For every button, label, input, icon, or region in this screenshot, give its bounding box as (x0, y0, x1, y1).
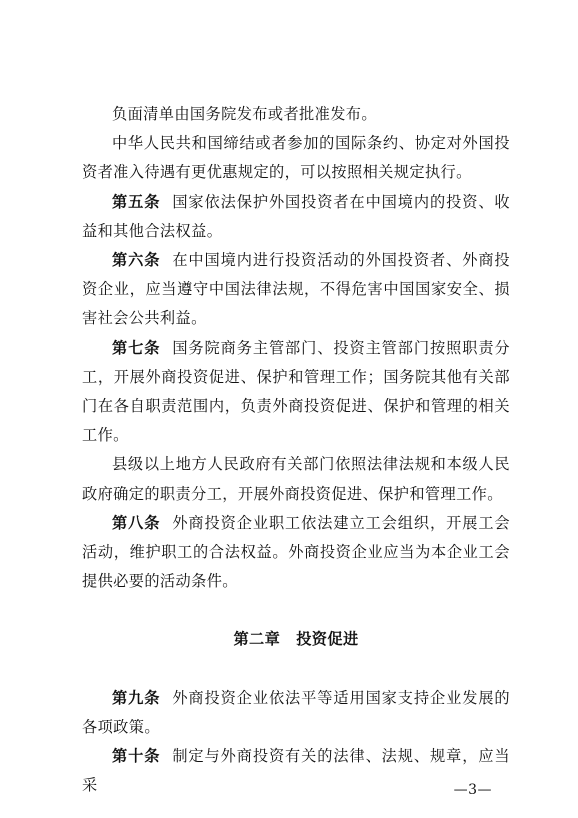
section-before-chapter (82, 100, 510, 596)
article-label: 第九条 (112, 688, 161, 707)
paragraph-text: 制定与外商投资有关的法律、法规、规章，应当采 (82, 747, 511, 795)
chapter-title: 投资促进 (296, 630, 359, 649)
article-paragraph (82, 334, 510, 451)
article-label: 第六条 (112, 251, 161, 270)
article-label: 第七条 (112, 338, 161, 357)
body-paragraph (82, 129, 510, 187)
body-paragraph (82, 450, 510, 508)
article-paragraph (82, 742, 510, 800)
paragraph-text: 国家依法保护外国投资者在中国境内的投资、收益和其他合法权益。 (82, 192, 511, 240)
article-paragraph (82, 188, 510, 246)
section-after-chapter (82, 684, 510, 801)
body-paragraph (82, 100, 510, 129)
paragraph-text: 在中国境内进行投资活动的外国投资者、外商投资企业，应当遵守中国法律法规，不得危害中国国家安全、损害社会公共利益。 (82, 251, 511, 328)
page-number: —3— (453, 782, 492, 798)
paragraph-text: 负面清单由国务院发布或者批准发布。 (112, 105, 377, 123)
paragraph-text: 中华人民共和国缔结或者参加的国际条约、协定对外国投资者准入待遇有更优惠规定的，可以按照相关规定执行。 (82, 134, 510, 182)
article-label: 第十条 (112, 747, 161, 766)
article-paragraph (82, 684, 510, 742)
article-label: 第八条 (112, 513, 161, 532)
paragraph-text: 县级以上地方人民政府有关部门依照法律法规和本级人民政府确定的职责分工，开展外商投资促进、保护和管理工作。 (82, 455, 510, 503)
paragraph-text: 国务院商务主管部门、投资主管部门按照职责分工，开展外商投资促进、保护和管理工作；国务院其他有关部门在各自职责范围内，负责外商投资促进、保护和管理的相关工作。 (82, 338, 511, 445)
article-paragraph (82, 509, 510, 597)
article-paragraph (82, 246, 510, 334)
chapter-heading (82, 625, 510, 654)
article-label: 第五条 (112, 192, 161, 211)
paragraph-text: 外商投资企业职工依法建立工会组织，开展工会活动，维护职工的合法权益。外商投资企业应当为本企业工会提供必要的活动条件。 (82, 513, 511, 591)
paragraph-text: 外商投资企业依法平等适用国家支持企业发展的各项政策。 (82, 688, 511, 736)
chapter-number: 第二章 (233, 630, 281, 649)
document-body (82, 100, 510, 800)
